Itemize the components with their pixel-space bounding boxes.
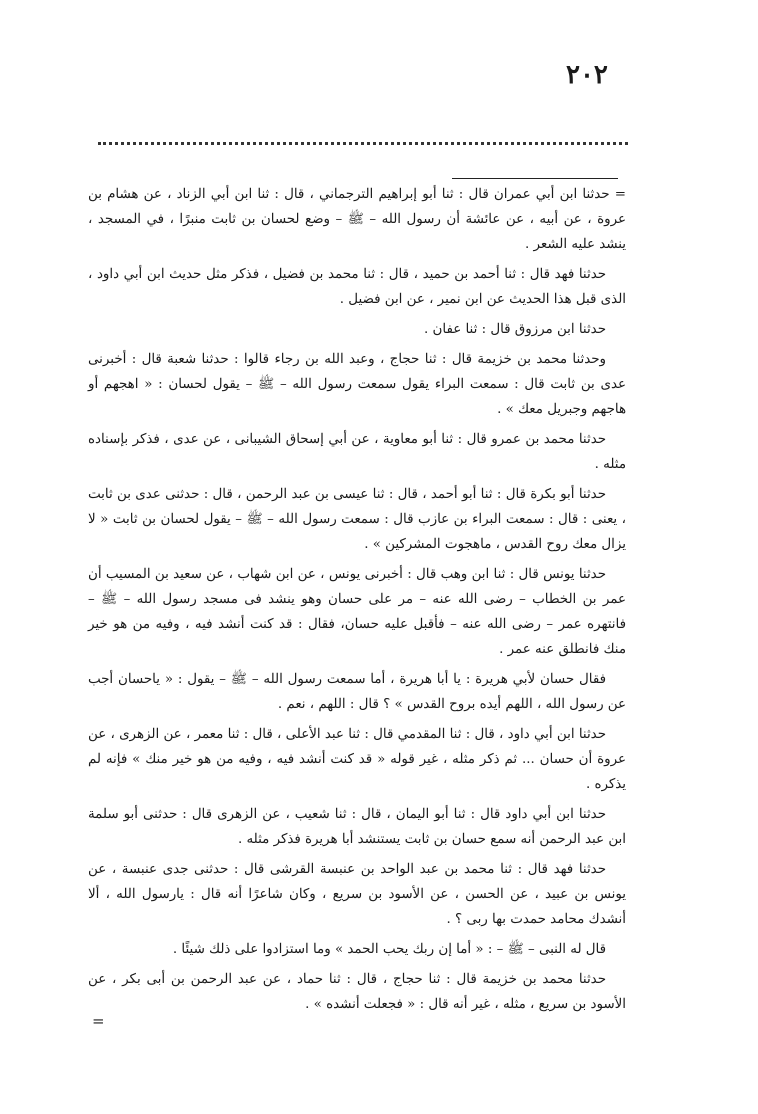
- paragraph: حدثنا ابن أبي داود قال : ثنا أبو اليمان ، قال : ثنا شعيب ، عن الزهرى قال : حدثنى أبو سلمة ابن عبد الرحمن أنه سمع حسان بن ثابت يستنشد أبا هريرة فذكر مثله .: [88, 807, 626, 847]
- footnote-text: [88, 182, 626, 1022]
- paragraph: = حدثنا ابن أبي عمران قال : ثنا أبو إبراهيم الترجماني ، قال : ثنا ابن أبي الزناد ، عن هشام بن عروة ، عن أبيه ، عن عائشة أن رسول الله – ﷺ – وضع لحسان بن ثابت منبرًا ، في المسجد ، ينشد عليه الشعر .: [88, 187, 626, 252]
- continue-mark: =: [92, 1012, 105, 1030]
- paragraph: فقال حسان لأبي هريرة : يا أبا هريرة ، أما سمعت رسول الله – ﷺ – يقول : « ياحسان أجب عن رسول الله ، اللهم أيده بروح القدس » ؟ قال : اللهم ، نعم .: [88, 672, 626, 712]
- paragraph: حدثنا فهد قال : ثنا أحمد بن حميد ، قال : ثنا محمد بن فضيل ، فذكر مثل حديث ابن أبي داود ، الذى قبل هذا الحديث عن ابن نمير ، عن ابن فضيل .: [88, 267, 626, 307]
- page-number: ٢٠٢: [566, 60, 608, 90]
- footnote-rule: [452, 178, 618, 179]
- paragraph: قال له النبى – ﷺ – : « أما إن ربك يحب الحمد » وما استزادوا على ذلك شيئًا .: [172, 942, 606, 957]
- paragraph: حدثنا فهد قال : ثنا محمد بن عبد الواحد بن عنبسة القرشى قال : حدثنى جدى عنبسة ، عن يونس بن عبيد ، عن الحسن ، عن الأسود بن سريع ، وكان شاعرًا أنه قال : يارسول الله ، ألا أنشدك محامد حمدت بها ربى ؟ .: [88, 862, 626, 927]
- paragraph: حدثنا ابن أبي داود ، قال : ثنا المقدمي قال : ثنا عبد الأعلى ، قال : ثنا معمر ، عن الزهرى ، عن عروة أن حسان ... ثم ذكر مثله ، غير قوله « قد كنت أنشد فيه ، وفيه من هو خير منك » فإنه لم يذكره .: [88, 727, 626, 792]
- paragraph: حدثنا محمد بن خزيمة قال : ثنا حجاج ، قال : ثنا حماد ، عن عبد الرحمن بن أبى بكر ، عن الأسود بن سريع ، مثله ، غير أنه قال : « فجعلت أنشده » .: [88, 972, 626, 1012]
- paragraph: حدثنا يونس قال : ثنا ابن وهب قال : أخبرنى يونس ، عن ابن شهاب ، عن سعيد بن المسيب أن عمر بن الخطاب – رضى الله عنه – مر على حسان وهو ينشد فى مسجد رسول الله – ﷺ – فانتهره عمر – رضى الله عنه – فأقبل عليه حسان، فقال : قد كنت أنشد فيه ، وفيه من هو خير منك فانطلق عنه عمر .: [88, 567, 626, 657]
- paragraph: حدثنا محمد بن عمرو قال : ثنا أبو معاوية ، عن أبي إسحاق الشيبانى ، عن عدى ، فذكر بإسناده مثله .: [88, 432, 626, 472]
- paragraph: وحدثنا محمد بن خزيمة قال : ثنا حجاج ، وعبد الله بن رجاء قالوا : حدثنا شعبة قال : أخبرنى عدى بن ثابت قال : سمعت البراء يقول سمعت رسول الله – ﷺ – يقول لحسان : « اهجهم أو هاجهم وجبريل معك » .: [88, 352, 626, 417]
- paragraph: حدثنا ابن مرزوق قال : ثنا عفان .: [424, 322, 606, 337]
- paragraph: حدثنا أبو بكرة قال : ثنا أبو أحمد ، قال : ثنا عيسى بن عبد الرحمن ، قال : حدثنى عدى بن ثابت ، يعنى : قال : سمعت البراء بن عازب قال : سمعت رسول الله – ﷺ – يقول لحسان بن ثابت « لا يزال معك روح القدس ، ماهجوت المشركين » .: [88, 487, 626, 552]
- dotted-divider: [98, 142, 628, 145]
